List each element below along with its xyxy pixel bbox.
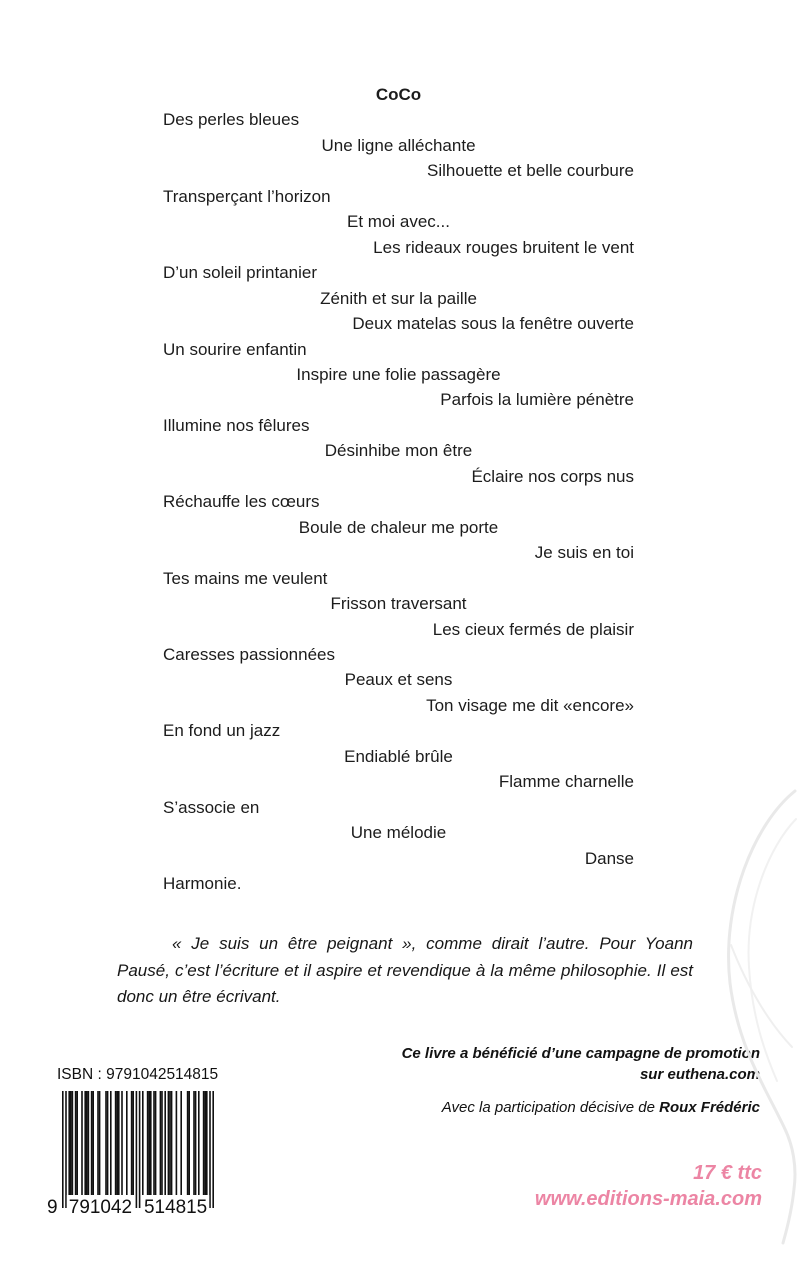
poem-line: Parfois la lumière pénètre — [440, 390, 634, 410]
poem-line: Et moi avec... — [347, 212, 450, 232]
poem-title: CoCo — [375, 85, 422, 104]
poem-line: Deux matelas sous la fenêtre ouverte — [352, 314, 634, 334]
poem-line: Éclaire nos corps nus — [471, 466, 634, 486]
credit-prefix: Avec la participation décisive de — [441, 1099, 660, 1116]
poem-line: Peaux et sens — [344, 670, 453, 690]
poem-line: Frisson traversant — [330, 594, 467, 614]
svg-text:791042: 791042 — [68, 1197, 132, 1218]
price-block — [535, 1160, 762, 1212]
participation-credit — [402, 1097, 760, 1118]
poem-line: Silhouette et belle courbure — [427, 161, 634, 181]
poem-line: Danse — [584, 848, 634, 868]
poem-line: Zénith et sur la paille — [320, 288, 477, 308]
poem-block — [163, 82, 634, 897]
promotion-line-1: Ce livre a bénéficié d’une campagne de promotion — [401, 1045, 760, 1062]
poem-line: Caresses passionnées — [163, 644, 335, 664]
poem-line: Illumine nos fêlures — [163, 415, 310, 435]
promotion-line-2: sur euthena.com — [639, 1066, 760, 1083]
poem-line: Inspire une folie passagère — [296, 364, 501, 384]
poem-line: Ton visage me dit «encore» — [426, 695, 634, 715]
barcode-image — [46, 1091, 216, 1219]
poem-line: Les rideaux rouges bruitent le vent — [373, 237, 634, 257]
isbn-label: ISBN : 9791042514815 — [57, 1066, 219, 1083]
poem-line: Je suis en toi — [534, 543, 634, 563]
svg-text:514815: 514815 — [144, 1197, 208, 1218]
poem-line: Endiablé brûle — [344, 746, 453, 766]
poem-line: En fond un jazz — [163, 721, 281, 741]
poem-line: Un sourire enfantin — [163, 339, 307, 359]
promotion-campaign-text — [402, 1043, 760, 1085]
poem-line: S’associe en — [163, 797, 260, 817]
poem-line: Harmonie. — [163, 874, 242, 894]
poem-line: Une mélodie — [350, 823, 447, 843]
svg-text:9: 9 — [47, 1197, 58, 1218]
author-bio-paragraph: « Je suis un être peignant », comme dirait l’autre. Pour Yoann Pausé, c’est l’écriture et il aspire et revendique à la même philosophie. Il est donc un être écrivant. — [117, 934, 693, 1006]
poem-line: Flamme charnelle — [498, 772, 634, 792]
poem-line: Boule de chaleur me porte — [298, 517, 499, 537]
promotion-block — [402, 1043, 760, 1118]
poem-line: D’un soleil printanier — [163, 263, 318, 283]
poem-lines — [163, 107, 634, 896]
poem-line: Tes mains me veulent — [163, 568, 328, 588]
poem-line: Transperçant l’horizon — [163, 186, 331, 206]
poem-line: Des perles bleues — [163, 110, 300, 130]
ean13-barcode — [46, 1091, 216, 1219]
poem-line: Désinhibe mon être — [324, 441, 473, 461]
poem-line: Réchauffe les cœurs — [163, 492, 320, 512]
publisher-website: www.editions-maia.com — [534, 1188, 762, 1210]
credit-name: Roux Frédéric — [659, 1099, 760, 1116]
poem-line: Les cieux fermés de plaisir — [432, 619, 634, 639]
poem-line: Une ligne alléchante — [321, 135, 476, 155]
price-text: 17 € ttc — [693, 1162, 762, 1184]
